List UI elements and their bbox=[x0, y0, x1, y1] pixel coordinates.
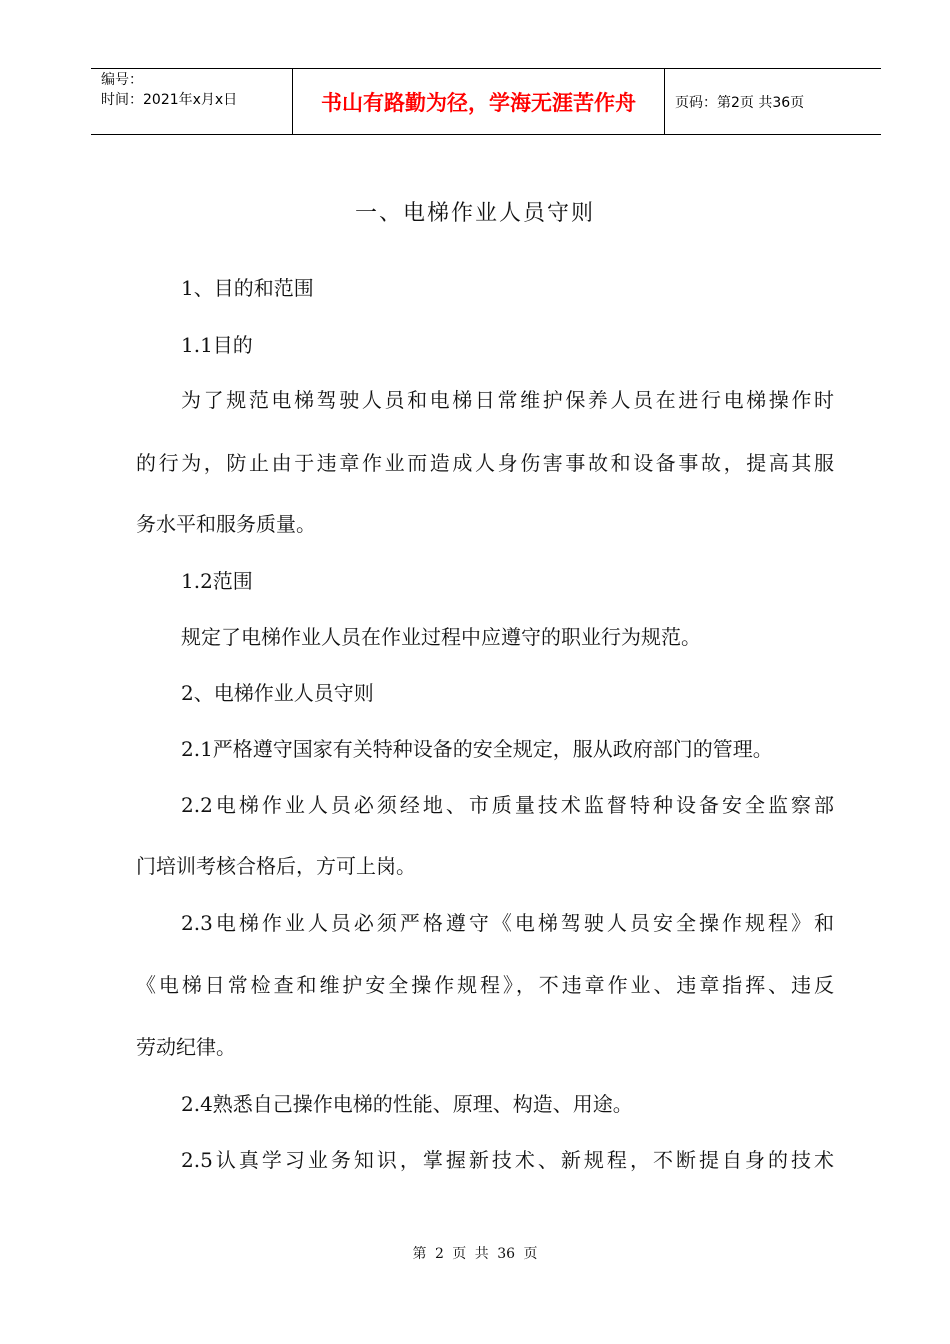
paragraph-line: 《电梯日常检查和维护安全操作规程》，不违章作业、违章指挥、违反 bbox=[136, 973, 834, 997]
paragraph-line: 务水平和服务质量。 bbox=[136, 512, 316, 536]
document-title: 一、电梯作业人员守则 bbox=[354, 201, 595, 226]
header-right-cell bbox=[665, 69, 881, 134]
paragraph-line: 2.5认真学习业务知识，掌握新技术、新规程，不断提自身的技术 bbox=[181, 1148, 834, 1172]
section-heading: 1、目的和范围 bbox=[181, 276, 314, 300]
page-footer: 第 2 页 共 36 页 bbox=[412, 1246, 538, 1262]
subsection-heading: 1.1目的 bbox=[181, 333, 253, 357]
document-date: 时间：2021年x月x日 bbox=[101, 92, 238, 108]
paragraph-line: 2.2电梯作业人员必须经地、市质量技术监督特种设备安全监察部 bbox=[181, 793, 834, 817]
paragraph-line: 2.1严格遵守国家有关特种设备的安全规定，服从政府部门的管理。 bbox=[181, 737, 773, 761]
paragraph-line: 2.4熟悉自己操作电梯的性能、原理、构造、用途。 bbox=[181, 1092, 633, 1116]
document-number-label: 编号： bbox=[101, 72, 143, 88]
header-left-cell bbox=[91, 69, 293, 134]
paragraph-line: 的行为，防止由于违章作业而造成人身伤害事故和设备事故，提高其服 bbox=[136, 451, 834, 475]
header-motto: 书山有路勤为径，学海无涯苦作舟 bbox=[321, 91, 636, 115]
subsection-heading: 1.2范围 bbox=[181, 569, 253, 593]
paragraph-line: 劳动纪律。 bbox=[136, 1035, 236, 1059]
page-header bbox=[91, 68, 881, 135]
header-page-info: 页码：第2页 共36页 bbox=[675, 95, 805, 111]
paragraph-line: 规定了电梯作业人员在作业过程中应遵守的职业行为规范。 bbox=[181, 625, 701, 649]
section-heading: 2、电梯作业人员守则 bbox=[181, 681, 374, 705]
paragraph-line: 为了规范电梯驾驶人员和电梯日常维护保养人员在进行电梯操作时 bbox=[181, 388, 834, 412]
paragraph-line: 2.3电梯作业人员必须严格遵守《电梯驾驶人员安全操作规程》和 bbox=[181, 911, 834, 935]
paragraph-line: 门培训考核合格后，方可上岗。 bbox=[136, 854, 416, 878]
header-middle-cell bbox=[293, 69, 665, 134]
